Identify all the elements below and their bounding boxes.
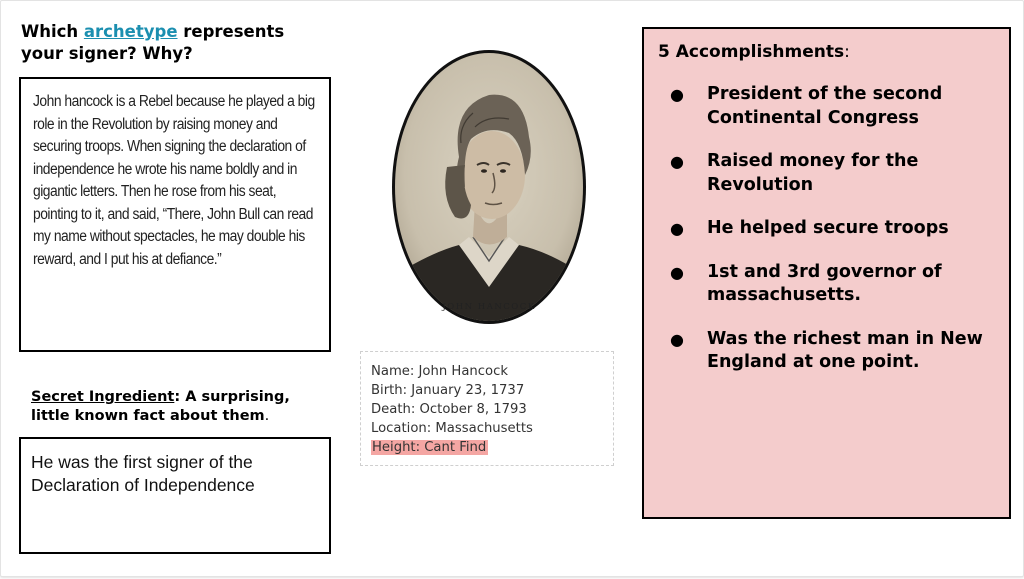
- info-height: Height: Cant Find: [372, 440, 487, 455]
- secret-answer-text: He was the first signer of the Declaration of Independence: [31, 452, 255, 495]
- bullet-icon: ●: [670, 219, 684, 238]
- bullet-icon: ●: [670, 85, 684, 104]
- archetype-link[interactable]: archetype: [83, 22, 178, 41]
- list-item: [658, 328, 995, 375]
- accomplishment-text: 1st and 3rd governor of massachusetts.: [707, 261, 942, 305]
- accomplishments-box[interactable]: [642, 27, 1011, 519]
- bullet-icon: ●: [670, 329, 684, 349]
- info-name: Name: John Hancock: [371, 364, 508, 379]
- signer-info-box[interactable]: [360, 351, 614, 466]
- accomplishments-list: [658, 83, 995, 375]
- accomplishment-text: He helped secure troops: [707, 218, 949, 238]
- accomplishment-text: President of the second Continental Congress: [707, 84, 943, 128]
- info-birth: Birth: January 23, 1737: [371, 383, 525, 398]
- question-prefix: Which: [21, 22, 84, 41]
- accomplishment-text: Raised money for the Revolution: [707, 151, 919, 195]
- accomplishments-title: [658, 41, 995, 63]
- info-location: Location: Massachusetts: [371, 421, 533, 436]
- archetype-answer-text: John hancock is a Rebel because he played a big role in the Revolution by raising money and securing troops. When signing the declaration of independence he wrote his name boldly and in gigantic letters. Then he rose from his seat, pointing to it, and said, “There, John Bull can read my name without spectacles, he may double his reward, and I put his at defiance.”: [33, 93, 315, 268]
- secret-answer-box[interactable]: [19, 437, 331, 554]
- john-hancock-portrait: [389, 47, 589, 327]
- secret-ingredient-title: Secret Ingredient: [31, 389, 175, 405]
- accomplishment-text: Was the richest man in New England at one point.: [707, 328, 983, 372]
- bullet-icon: ●: [670, 152, 684, 171]
- list-item: [658, 83, 995, 130]
- bullet-icon: ●: [670, 262, 684, 282]
- list-item: [658, 261, 995, 308]
- archetype-question: [21, 21, 321, 65]
- archetype-answer-box[interactable]: [19, 77, 331, 352]
- secret-ingredient-desc: : A surprising, little known fact about them: [31, 389, 290, 424]
- info-death: Death: October 8, 1793: [371, 402, 527, 417]
- portrait-caption: JOHN HANCOCK: [442, 302, 536, 312]
- secret-ingredient-heading: [31, 388, 331, 426]
- accomplishments-title-text: 5 Accomplishments: [658, 42, 845, 62]
- list-item: [658, 150, 995, 197]
- list-item: [658, 217, 995, 241]
- portrait-image: [389, 47, 589, 327]
- secret-ingredient-end: .: [264, 408, 270, 424]
- accomplishments-title-colon: :: [844, 42, 850, 62]
- question-suffix: represents your signer? Why?: [21, 22, 285, 63]
